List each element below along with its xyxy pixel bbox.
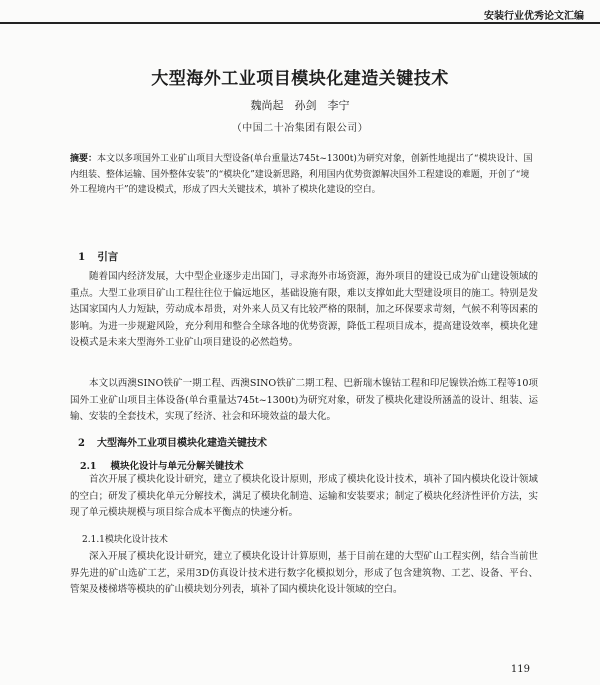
subsubsection-heading-2-1-1: 2.1.1模块化设计技术 (82, 535, 168, 545)
author-list: 魏尚起 孙剑 李宁 (250, 99, 350, 112)
intro-paragraph-2: 本文以西澳SINO铁矿一期工程、西澳SINO铁矿二期工程、巴新瑞木镍钴工程和印尼镍铁冶炼工程等10项国外工业矿山项目主体设备(单台重量达745t~1300t)为研究对象，研发了模块化建设所涵盖的设计、组装、运输、安装的全套技术，实现了经济、社会和环境效益的最大化。 (70, 378, 538, 422)
affiliation: （中国二十冶集团有限公司） (231, 123, 369, 134)
page-number: 119 (510, 664, 530, 675)
section-title: 大型海外工业项目模块化建造关键技术 (96, 438, 267, 449)
running-header: 安装行业优秀论文汇编 (484, 11, 584, 22)
header-rule (0, 22, 600, 24)
article-title: 大型海外工业项目模块化建造关键技术 (151, 69, 449, 89)
abstract-label: 摘要： (70, 154, 98, 164)
subsection-title: 模块化设计与单元分解关键技术 (110, 461, 244, 472)
section-title: 引言 (97, 251, 119, 263)
section-number: 1 (78, 251, 86, 263)
subsection-2-1-paragraph: 首次开展了模块化设计研究，建立了模块化设计原则，形成了模块化设计技术，填补了国内模块化设计领域的空白；研发了模块化单元分解技术，满足了模块化制造、运输和安装要求；制定了模块化经济性评价方法，实现了单元模块规模与项目综合成本平衡点的快速分析。 (70, 474, 538, 518)
subsection-number: 2.1 (80, 461, 97, 472)
abstract (70, 152, 536, 199)
intro-paragraph-1: 随着国内经济发展，大中型企业逐步走出国门，寻求海外市场资源，海外项目的建设已成为矿山建设领域的重点。大型工业项目矿山工程往往位于偏远地区，基础设施有限，难以支撑如此大型建设项目的施工。特别是发达国家国内人力短缺，劳动成本昂贵，对外来人员又有比较严格的限制，加之环保要求苛刻，气候不利等因素的影响。为进一步规避风险，充分利用和整合全球各地的优势资源，降低工程项目成本，提高建设效率，模块化建设模式是未来大型海外工业矿山项目建设的必然趋势。 (70, 271, 538, 348)
section-heading-introduction (78, 249, 118, 264)
abstract-text: 本文以多项国外工业矿山项目大型设备(单台重量达745t~1300t)为研究对象，创新性地提出了“模块设计、国内组装、整体运输、国外整体安装”的“模块化”建设新思路，利用国内优势资源解决国外工程建设的难题，开创了“境外工程境内干”的建设模式，形成了四大关键技术，填补了模块化建设的空白。 (70, 154, 533, 195)
subsubsection-2-1-1-paragraph: 深入开展了模块化设计研究，建立了模块化设计计算原则，基于目前在建的大型矿山工程实例，结合当前世界先进的矿山选矿工艺，采用3D仿真设计技术进行数字化模拟划分，形成了包含建筑物、工艺、设备、平台、管架及楼梯塔等模块的矿山模块划分列表，填补了国内模块化设计领域的空白。 (70, 551, 538, 595)
section-heading-key-technologies (78, 434, 267, 449)
subsection-heading-2-1 (80, 458, 244, 472)
section-number: 2 (78, 438, 85, 449)
